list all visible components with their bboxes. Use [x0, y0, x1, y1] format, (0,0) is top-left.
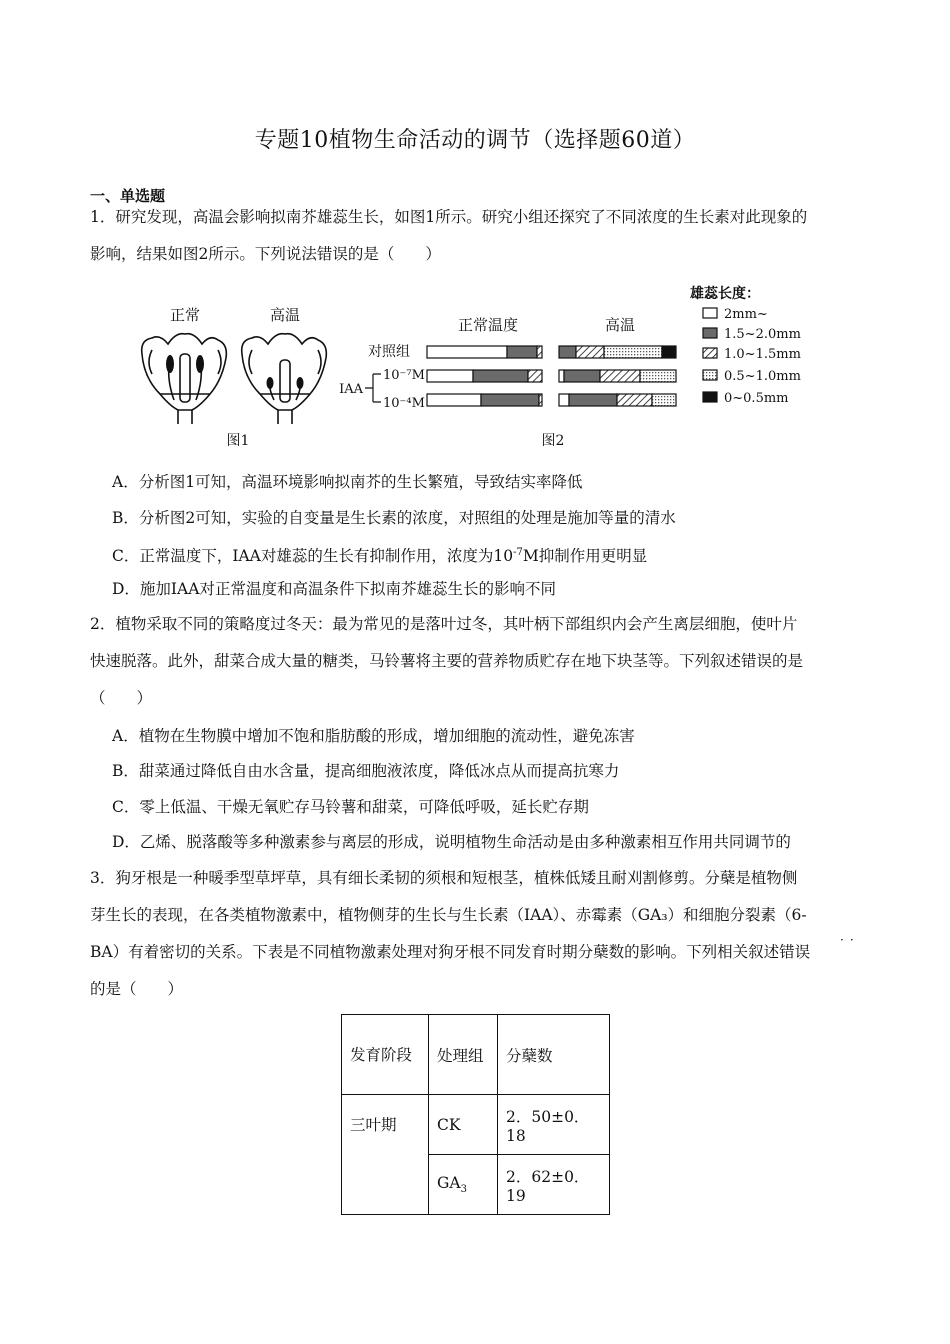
question-3-table [341, 1014, 610, 1215]
option-c-tail: M抑制作用更明显 [522, 547, 648, 566]
question-2-stem [90, 606, 865, 717]
question-2-option-c: C．零上低温、干燥无氧贮存马铃薯和甜菜，可降低呼吸，延长贮存期 [112, 798, 589, 816]
bar-control-normal [427, 346, 542, 358]
table-row [342, 1095, 610, 1155]
emphasis-dots: ·· [840, 933, 860, 947]
question-1-option-d: D．施加IAA对正常温度和高温条件下拟南芥雄蕊生长的影响不同 [112, 580, 556, 598]
legend-title: 雄蕊长度： [690, 286, 760, 302]
table-cell-stage: 三叶期 [342, 1095, 429, 1215]
question-3-line2: 芽生长的表现，在各类植物激素中，植物侧芽的生长与生长素（IAA）、赤霉素（GA₃）和细胞分裂素（6- [90, 906, 807, 924]
table-cell-value: 2．62±0．19 [498, 1155, 610, 1215]
fig2-caption: 图2 [541, 433, 565, 449]
legend-item-2: 1.0~1.5mm [724, 347, 801, 362]
fig1-caption: 图1 [226, 433, 250, 449]
question-3-line4: 的是（ ） [90, 980, 184, 998]
question-1-option-a: A．分析图1可知，高温环境影响拟南芥的生长繁殖，导致结实率降低 [112, 473, 583, 491]
question-3-line1: 3．狗牙根是一种暖季型草坪草，具有细长柔韧的须根和短根茎，植株低矮且耐刈割修剪。分蘖是植物侧 [90, 869, 798, 887]
fig2-normal-temp-header: 正常温度 [457, 316, 519, 334]
question-2-line3: （ ） [90, 689, 153, 707]
question-3-stem [90, 860, 865, 1008]
legend-item-4: 0~0.5mm [724, 391, 789, 406]
question-1-stem [90, 199, 865, 273]
fig1-normal-label: 正常 [169, 306, 201, 324]
bar-iaa-low-normal [427, 370, 542, 382]
question-3-line3: BA）有着密切的关系。下表是不同植物激素处理对狗牙根不同发育时期分蘖数的影响。下列相关叙述错误 [90, 943, 811, 961]
fig2-high-temp-header: 高温 [604, 316, 636, 334]
question-1-line2: 影响，结果如图2所示。下列说法错误的是（ ） [90, 245, 441, 263]
row-label-iaa-low: 10⁻⁷M [383, 368, 425, 383]
table-header-row [342, 1015, 610, 1095]
question-1-option-b: B．分析图2可知，实验的自变量是生长素的浓度，对照组的处理是施加等量的清水 [112, 509, 676, 527]
question-1-option-c [112, 541, 872, 568]
fig1-high-temp-label: 高温 [269, 306, 301, 324]
bar-iaa-low-high [559, 370, 676, 382]
bar-control-high [559, 346, 676, 358]
question-2-option-a: A．植物在生物膜中增加不饱和脂肪酸的形成，增加细胞的流动性，避免冻害 [112, 727, 635, 745]
group-text: GA [437, 1173, 461, 1192]
table-cell-value: 2．50±0．18 [498, 1095, 610, 1155]
legend [703, 307, 801, 406]
flower-normal-drawing [142, 334, 227, 424]
row-label-iaa-high: 10⁻⁴M [383, 396, 425, 411]
question-1-figure [130, 282, 830, 452]
option-c-superscript: -7 [513, 547, 523, 558]
row-label-control: 对照组 [368, 344, 410, 360]
bar-iaa-high-normal [427, 394, 542, 406]
section-heading: 一、单选题 [90, 187, 166, 205]
legend-item-3: 0.5~1.0mm [724, 369, 801, 384]
flower-high-temp-drawing [242, 334, 327, 424]
bar-iaa-high-high [559, 394, 676, 406]
question-2-line2: 快速脱落。此外，甜菜合成大量的糖类，马铃薯将主要的营养物质贮存在地下块茎等。下列叙述错误的是 [90, 652, 804, 670]
question-1-line1: 1．研究发现，高温会影响拟南芥雄蕊生长，如图1所示。研究小组还探究了不同浓度的生长素对此现象的 [90, 208, 808, 226]
row-label-iaa: IAA [339, 382, 363, 397]
legend-item-1: 1.5~2.0mm [724, 327, 801, 342]
question-2-line1: 2．植物采取不同的策略度过冬天：最为常见的是落叶过冬，其叶柄下部组织内会产生离层细胞，使叶片 [90, 615, 798, 633]
option-c-text: C．正常温度下，IAA对雄蕊的生长有抑制作用，浓度为10 [112, 547, 514, 566]
question-2-option-d: D．乙烯、脱落酸等多种激素参与离层的形成，说明植物生命活动是由多种激素相互作用共同调节的 [112, 833, 791, 851]
page-title: 专题10植物生命活动的调节（选择题60道） [254, 128, 696, 153]
table-header-stage: 发育阶段 [342, 1015, 429, 1095]
group-subscript: 3 [460, 1184, 467, 1196]
table-cell-group: CK [429, 1095, 498, 1155]
table-cell-group [429, 1155, 498, 1215]
table-header-group: 处理组 [429, 1015, 498, 1095]
question-2-option-b: B．甜菜通过降低自由水含量，提高细胞液浓度，降低冰点从而提高抗寒力 [112, 762, 620, 780]
table-header-count: 分蘖数 [498, 1015, 610, 1095]
legend-item-0: 2mm~ [724, 307, 768, 322]
